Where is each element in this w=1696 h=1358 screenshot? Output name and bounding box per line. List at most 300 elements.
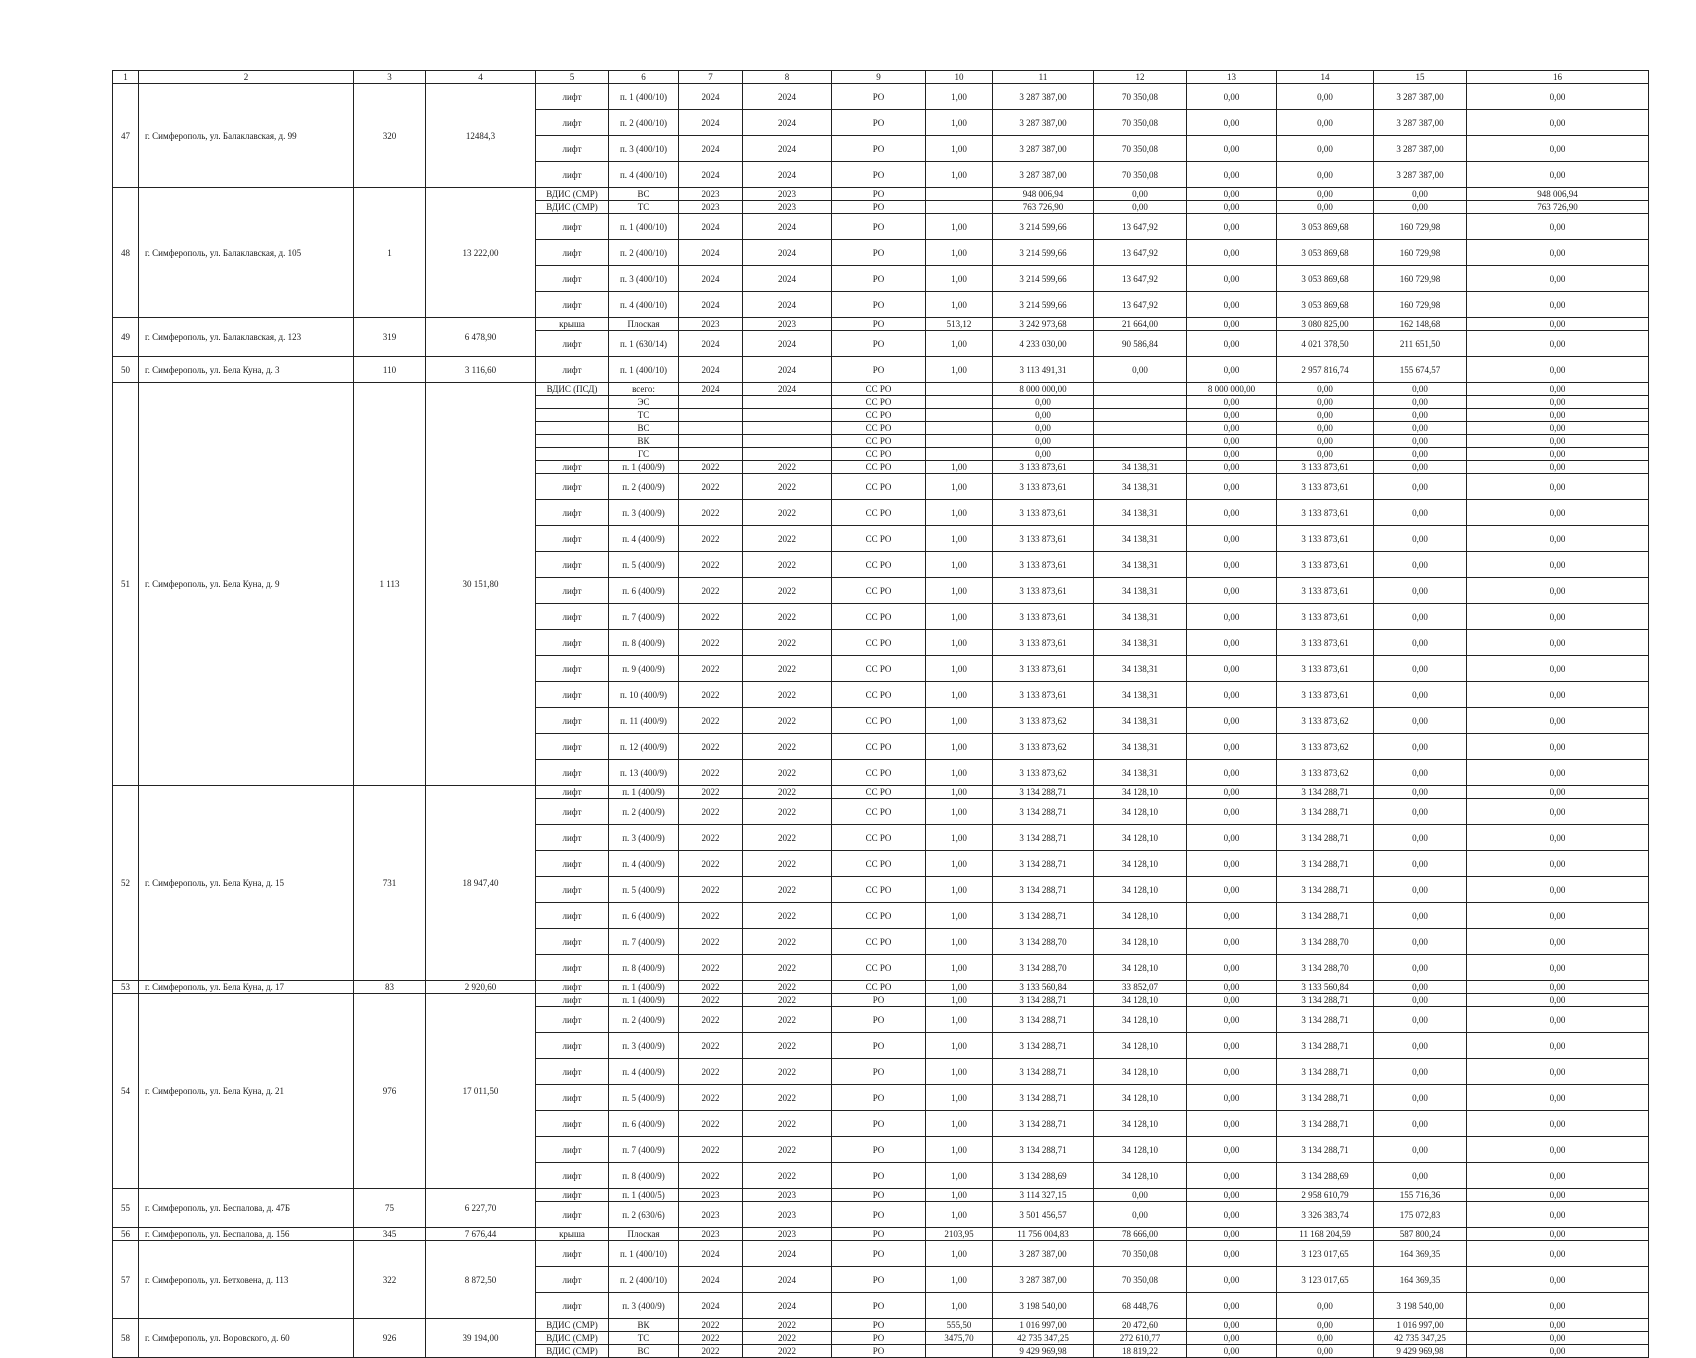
year-end-cell: 2022 (743, 825, 832, 851)
year-start-cell: 2024 (679, 214, 743, 240)
unit-cost-cell: 70 350,08 (1094, 1267, 1187, 1293)
subsidy-cell: 3 134 288,71 (1277, 786, 1374, 799)
year-start-cell: 2022 (679, 1059, 743, 1085)
total-cost-cell: 0,00 (993, 435, 1094, 448)
quantity-cell: 1,00 (926, 1202, 993, 1228)
subsidy-cell: 3 133 873,62 (1277, 760, 1374, 786)
total-cost-cell: 3 134 288,71 (993, 1033, 1094, 1059)
other-cell: 0,00 (1467, 851, 1649, 877)
year-end-cell: 2022 (743, 1111, 832, 1137)
apartments-cell: 83 (354, 981, 426, 994)
total-cost-cell: 0,00 (993, 448, 1094, 461)
fund-cell: 0,00 (1187, 552, 1277, 578)
item-cell: ЭС (609, 396, 679, 409)
unit-cost-cell: 34 128,10 (1094, 799, 1187, 825)
unit-cost-cell: 78 666,00 (1094, 1228, 1187, 1241)
year-start-cell: 2024 (679, 266, 743, 292)
year-start-cell: 2022 (679, 1033, 743, 1059)
year-start-cell: 2022 (679, 825, 743, 851)
owner-funds-cell: 0,00 (1374, 760, 1467, 786)
quantity-cell: 2103,95 (926, 1228, 993, 1241)
item-cell: ГС (609, 448, 679, 461)
item-cell: п. 7 (400/9) (609, 1137, 679, 1163)
owner-funds-cell: 0,00 (1374, 734, 1467, 760)
item-cell: п. 2 (400/9) (609, 799, 679, 825)
column-header: 14 (1277, 71, 1374, 84)
quantity-cell: 513,12 (926, 318, 993, 331)
unit-cost-cell: 34 128,10 (1094, 786, 1187, 799)
total-cost-cell: 3 287 387,00 (993, 1267, 1094, 1293)
table-row (113, 84, 1649, 110)
total-cost-cell: 3 133 873,61 (993, 461, 1094, 474)
owner-funds-cell: 0,00 (1374, 448, 1467, 461)
work-type-cell: крыша (536, 1228, 609, 1241)
owner-funds-cell: 0,00 (1374, 409, 1467, 422)
method-cell: СС РО (832, 760, 926, 786)
item-cell: п. 1 (630/14) (609, 331, 679, 357)
subsidy-cell: 3 133 873,61 (1277, 474, 1374, 500)
column-header: 2 (139, 71, 354, 84)
subsidy-cell: 3 133 873,62 (1277, 734, 1374, 760)
row-number-cell: 57 (113, 1241, 139, 1319)
year-end-cell: 2024 (743, 136, 832, 162)
apartments-cell: 1 113 (354, 383, 426, 786)
subsidy-cell: 0,00 (1277, 188, 1374, 201)
method-cell: РО (832, 292, 926, 318)
other-cell: 0,00 (1467, 435, 1649, 448)
year-end-cell: 2022 (743, 851, 832, 877)
item-cell: ВС (609, 1345, 679, 1358)
year-start-cell: 2022 (679, 760, 743, 786)
fund-cell: 0,00 (1187, 331, 1277, 357)
other-cell: 0,00 (1467, 526, 1649, 552)
other-cell: 0,00 (1467, 474, 1649, 500)
apartments-cell: 75 (354, 1189, 426, 1228)
total-cost-cell: 3 134 288,71 (993, 1085, 1094, 1111)
total-cost-cell: 3 133 873,62 (993, 760, 1094, 786)
other-cell: 0,00 (1467, 604, 1649, 630)
subsidy-cell: 0,00 (1277, 1345, 1374, 1358)
quantity-cell (926, 422, 993, 435)
subsidy-cell: 3 053 869,68 (1277, 266, 1374, 292)
total-cost-cell: 3 214 599,66 (993, 292, 1094, 318)
other-cell: 0,00 (1467, 448, 1649, 461)
method-cell: СС РО (832, 630, 926, 656)
year-start-cell: 2022 (679, 786, 743, 799)
method-cell: СС РО (832, 396, 926, 409)
subsidy-cell: 3 134 288,71 (1277, 1033, 1374, 1059)
total-cost-cell: 763 726,90 (993, 201, 1094, 214)
column-header: 11 (993, 71, 1094, 84)
subsidy-cell: 3 133 873,61 (1277, 500, 1374, 526)
year-start-cell: 2022 (679, 851, 743, 877)
fund-cell: 0,00 (1187, 136, 1277, 162)
quantity-cell: 555,50 (926, 1319, 993, 1332)
total-cost-cell: 0,00 (993, 422, 1094, 435)
unit-cost-cell: 13 647,92 (1094, 266, 1187, 292)
fund-cell: 0,00 (1187, 1111, 1277, 1137)
table-row (113, 357, 1649, 383)
quantity-cell (926, 409, 993, 422)
fund-cell: 8 000 000,00 (1187, 383, 1277, 396)
other-cell: 0,00 (1467, 266, 1649, 292)
other-cell: 0,00 (1467, 422, 1649, 435)
column-header: 1 (113, 71, 139, 84)
work-type-cell: лифт (536, 929, 609, 955)
subsidy-cell: 3 133 873,61 (1277, 682, 1374, 708)
work-type-cell: лифт (536, 1163, 609, 1189)
item-cell: ТС (609, 201, 679, 214)
work-type-cell: лифт (536, 1033, 609, 1059)
unit-cost-cell: 34 128,10 (1094, 1059, 1187, 1085)
total-cost-cell: 3 133 873,61 (993, 526, 1094, 552)
quantity-cell: 1,00 (926, 214, 993, 240)
fund-cell: 0,00 (1187, 162, 1277, 188)
subsidy-cell: 3 123 017,65 (1277, 1241, 1374, 1267)
quantity-cell: 1,00 (926, 474, 993, 500)
item-cell: ВС (609, 422, 679, 435)
work-type-cell: лифт (536, 1137, 609, 1163)
unit-cost-cell: 34 128,10 (1094, 955, 1187, 981)
unit-cost-cell: 70 350,08 (1094, 110, 1187, 136)
total-cost-cell: 3 198 540,00 (993, 1293, 1094, 1319)
owner-funds-cell: 164 369,35 (1374, 1241, 1467, 1267)
owner-funds-cell: 42 735 347,25 (1374, 1332, 1467, 1345)
owner-funds-cell: 160 729,98 (1374, 266, 1467, 292)
quantity-cell: 1,00 (926, 994, 993, 1007)
year-end-cell: 2022 (743, 1345, 832, 1358)
work-type-cell: лифт (536, 552, 609, 578)
year-end-cell: 2024 (743, 1293, 832, 1319)
year-start-cell: 2022 (679, 877, 743, 903)
address-cell: г. Симферополь, ул. Бела Куна, д. 15 (139, 786, 354, 981)
quantity-cell: 1,00 (926, 786, 993, 799)
year-start-cell: 2022 (679, 1007, 743, 1033)
other-cell: 0,00 (1467, 630, 1649, 656)
area-cell: 39 194,00 (426, 1319, 536, 1358)
owner-funds-cell: 0,00 (1374, 682, 1467, 708)
work-type-cell: лифт (536, 708, 609, 734)
quantity-cell: 3475,70 (926, 1332, 993, 1345)
subsidy-cell: 0,00 (1277, 448, 1374, 461)
item-cell: п. 4 (400/9) (609, 526, 679, 552)
total-cost-cell: 1 016 997,00 (993, 1319, 1094, 1332)
work-type-cell: лифт (536, 1007, 609, 1033)
work-type-cell: лифт (536, 162, 609, 188)
total-cost-cell: 3 134 288,71 (993, 1059, 1094, 1085)
item-cell: п. 9 (400/9) (609, 656, 679, 682)
other-cell: 0,00 (1467, 292, 1649, 318)
item-cell: п. 10 (400/9) (609, 682, 679, 708)
method-cell: СС РО (832, 877, 926, 903)
owner-funds-cell: 0,00 (1374, 903, 1467, 929)
total-cost-cell: 3 134 288,71 (993, 786, 1094, 799)
year-start-cell: 2024 (679, 357, 743, 383)
apartments-cell: 322 (354, 1241, 426, 1319)
fund-cell: 0,00 (1187, 357, 1277, 383)
total-cost-cell: 3 134 288,70 (993, 955, 1094, 981)
subsidy-cell: 0,00 (1277, 435, 1374, 448)
subsidy-cell: 3 133 873,61 (1277, 552, 1374, 578)
other-cell: 0,00 (1467, 1332, 1649, 1345)
apartments-cell: 926 (354, 1319, 426, 1358)
quantity-cell: 1,00 (926, 162, 993, 188)
method-cell: РО (832, 1033, 926, 1059)
fund-cell: 0,00 (1187, 877, 1277, 903)
year-start-cell: 2022 (679, 955, 743, 981)
quantity-cell: 1,00 (926, 84, 993, 110)
area-cell: 17 011,50 (426, 994, 536, 1189)
work-type-cell: лифт (536, 357, 609, 383)
item-cell: п. 4 (400/10) (609, 162, 679, 188)
method-cell: СС РО (832, 825, 926, 851)
fund-cell: 0,00 (1187, 422, 1277, 435)
owner-funds-cell: 0,00 (1374, 630, 1467, 656)
item-cell: п. 2 (630/6) (609, 1202, 679, 1228)
quantity-cell (926, 1345, 993, 1358)
unit-cost-cell (1094, 448, 1187, 461)
subsidy-cell: 3 134 288,71 (1277, 877, 1374, 903)
owner-funds-cell: 1 016 997,00 (1374, 1319, 1467, 1332)
item-cell: п. 1 (400/10) (609, 214, 679, 240)
fund-cell: 0,00 (1187, 760, 1277, 786)
year-start-cell: 2022 (679, 799, 743, 825)
header-row (113, 71, 1649, 84)
area-cell: 2 920,60 (426, 981, 536, 994)
other-cell: 0,00 (1467, 136, 1649, 162)
year-end-cell: 2024 (743, 266, 832, 292)
quantity-cell: 1,00 (926, 526, 993, 552)
total-cost-cell: 3 133 873,61 (993, 552, 1094, 578)
other-cell: 0,00 (1467, 214, 1649, 240)
fund-cell: 0,00 (1187, 84, 1277, 110)
other-cell: 0,00 (1467, 461, 1649, 474)
owner-funds-cell: 0,00 (1374, 955, 1467, 981)
year-end-cell: 2022 (743, 578, 832, 604)
work-type-cell: лифт (536, 734, 609, 760)
unit-cost-cell: 0,00 (1094, 357, 1187, 383)
other-cell: 0,00 (1467, 1059, 1649, 1085)
unit-cost-cell: 34 138,31 (1094, 526, 1187, 552)
owner-funds-cell: 0,00 (1374, 604, 1467, 630)
document-sheet (112, 70, 1648, 1358)
area-cell: 12484,3 (426, 84, 536, 188)
year-end-cell: 2022 (743, 760, 832, 786)
fund-cell: 0,00 (1187, 1332, 1277, 1345)
method-cell: РО (832, 110, 926, 136)
column-header: 9 (832, 71, 926, 84)
total-cost-cell: 3 133 873,61 (993, 500, 1094, 526)
work-type-cell: лифт (536, 981, 609, 994)
method-cell: РО (832, 357, 926, 383)
quantity-cell: 1,00 (926, 136, 993, 162)
owner-funds-cell: 0,00 (1374, 1033, 1467, 1059)
total-cost-cell: 0,00 (993, 396, 1094, 409)
method-cell: СС РО (832, 929, 926, 955)
subsidy-cell: 0,00 (1277, 84, 1374, 110)
unit-cost-cell: 34 128,10 (1094, 1085, 1187, 1111)
subsidy-cell: 0,00 (1277, 409, 1374, 422)
item-cell: п. 8 (400/9) (609, 1163, 679, 1189)
item-cell: ВК (609, 1319, 679, 1332)
quantity-cell (926, 201, 993, 214)
subsidy-cell: 3 134 288,71 (1277, 1085, 1374, 1111)
unit-cost-cell: 34 138,31 (1094, 552, 1187, 578)
subsidy-cell: 3 134 288,71 (1277, 1059, 1374, 1085)
other-cell: 0,00 (1467, 500, 1649, 526)
quantity-cell: 1,00 (926, 981, 993, 994)
item-cell: п. 6 (400/9) (609, 578, 679, 604)
year-start-cell: 2024 (679, 136, 743, 162)
item-cell: п. 8 (400/9) (609, 630, 679, 656)
year-start-cell: 2024 (679, 1241, 743, 1267)
unit-cost-cell: 34 138,31 (1094, 656, 1187, 682)
fund-cell: 0,00 (1187, 682, 1277, 708)
fund-cell: 0,00 (1187, 1202, 1277, 1228)
year-end-cell (743, 435, 832, 448)
year-start-cell: 2022 (679, 1085, 743, 1111)
total-cost-cell: 3 287 387,00 (993, 136, 1094, 162)
subsidy-cell: 0,00 (1277, 1293, 1374, 1319)
item-cell: п. 7 (400/9) (609, 929, 679, 955)
work-type-cell: лифт (536, 682, 609, 708)
subsidy-cell: 3 134 288,71 (1277, 903, 1374, 929)
subsidy-cell: 11 168 204,59 (1277, 1228, 1374, 1241)
work-type-cell: крыша (536, 318, 609, 331)
year-end-cell: 2022 (743, 786, 832, 799)
address-cell: г. Симферополь, ул. Бела Куна, д. 21 (139, 994, 354, 1189)
item-cell: п. 13 (400/9) (609, 760, 679, 786)
method-cell: РО (832, 214, 926, 240)
owner-funds-cell: 155 674,57 (1374, 357, 1467, 383)
unit-cost-cell: 34 138,31 (1094, 734, 1187, 760)
owner-funds-cell: 0,00 (1374, 1007, 1467, 1033)
owner-funds-cell: 211 651,50 (1374, 331, 1467, 357)
address-cell: г. Симферополь, ул. Воровского, д. 60 (139, 1319, 354, 1358)
area-cell: 7 676,44 (426, 1228, 536, 1241)
work-type-cell: лифт (536, 84, 609, 110)
total-cost-cell: 3 113 491,31 (993, 357, 1094, 383)
year-end-cell: 2022 (743, 1007, 832, 1033)
year-start-cell: 2022 (679, 630, 743, 656)
table-row (113, 786, 1649, 799)
year-start-cell: 2022 (679, 1111, 743, 1137)
year-start-cell (679, 409, 743, 422)
year-end-cell: 2024 (743, 357, 832, 383)
unit-cost-cell: 34 128,10 (1094, 877, 1187, 903)
subsidy-cell: 3 134 288,71 (1277, 1007, 1374, 1033)
method-cell: РО (832, 1163, 926, 1189)
work-type-cell: лифт (536, 500, 609, 526)
other-cell: 763 726,90 (1467, 201, 1649, 214)
total-cost-cell: 3 133 560,84 (993, 981, 1094, 994)
quantity-cell: 1,00 (926, 760, 993, 786)
year-end-cell: 2022 (743, 734, 832, 760)
method-cell: СС РО (832, 682, 926, 708)
item-cell: ВС (609, 188, 679, 201)
year-end-cell: 2022 (743, 500, 832, 526)
year-start-cell: 2024 (679, 84, 743, 110)
fund-cell: 0,00 (1187, 266, 1277, 292)
row-number-cell: 53 (113, 981, 139, 994)
method-cell: РО (832, 136, 926, 162)
work-type-cell: лифт (536, 110, 609, 136)
other-cell: 0,00 (1467, 929, 1649, 955)
subsidy-cell: 4 021 378,50 (1277, 331, 1374, 357)
owner-funds-cell: 0,00 (1374, 422, 1467, 435)
other-cell: 0,00 (1467, 1189, 1649, 1202)
quantity-cell (926, 383, 993, 396)
fund-cell: 0,00 (1187, 240, 1277, 266)
unit-cost-cell: 70 350,08 (1094, 162, 1187, 188)
subsidy-cell: 0,00 (1277, 383, 1374, 396)
owner-funds-cell: 0,00 (1374, 578, 1467, 604)
item-cell: п. 4 (400/9) (609, 851, 679, 877)
quantity-cell (926, 188, 993, 201)
year-start-cell: 2022 (679, 656, 743, 682)
year-end-cell: 2022 (743, 474, 832, 500)
unit-cost-cell (1094, 396, 1187, 409)
fund-cell: 0,00 (1187, 903, 1277, 929)
unit-cost-cell: 34 138,31 (1094, 630, 1187, 656)
method-cell: СС РО (832, 474, 926, 500)
subsidy-cell: 3 133 873,62 (1277, 708, 1374, 734)
work-type-cell: лифт (536, 1059, 609, 1085)
owner-funds-cell: 0,00 (1374, 656, 1467, 682)
year-start-cell: 2022 (679, 526, 743, 552)
fund-cell: 0,00 (1187, 409, 1277, 422)
unit-cost-cell (1094, 383, 1187, 396)
total-cost-cell: 3 134 288,71 (993, 851, 1094, 877)
subsidy-cell: 0,00 (1277, 110, 1374, 136)
item-cell: п. 2 (400/10) (609, 1267, 679, 1293)
method-cell: РО (832, 1202, 926, 1228)
item-cell: п. 3 (400/9) (609, 1293, 679, 1319)
total-cost-cell: 3 287 387,00 (993, 162, 1094, 188)
subsidy-cell: 3 134 288,71 (1277, 825, 1374, 851)
subsidy-cell: 3 134 288,71 (1277, 1111, 1374, 1137)
total-cost-cell: 3 287 387,00 (993, 1241, 1094, 1267)
column-header: 15 (1374, 71, 1467, 84)
owner-funds-cell: 3 287 387,00 (1374, 136, 1467, 162)
other-cell: 0,00 (1467, 1085, 1649, 1111)
subsidy-cell: 0,00 (1277, 422, 1374, 435)
unit-cost-cell: 0,00 (1094, 1189, 1187, 1202)
fund-cell: 0,00 (1187, 604, 1277, 630)
method-cell: СС РО (832, 955, 926, 981)
year-start-cell: 2022 (679, 500, 743, 526)
other-cell: 0,00 (1467, 903, 1649, 929)
year-start-cell: 2023 (679, 1228, 743, 1241)
other-cell: 0,00 (1467, 955, 1649, 981)
item-cell: п. 12 (400/9) (609, 734, 679, 760)
fund-cell: 0,00 (1187, 994, 1277, 1007)
work-type-cell: лифт (536, 825, 609, 851)
fund-cell: 0,00 (1187, 929, 1277, 955)
year-start-cell: 2023 (679, 1189, 743, 1202)
item-cell: п. 6 (400/9) (609, 1111, 679, 1137)
year-end-cell: 2024 (743, 331, 832, 357)
year-start-cell: 2024 (679, 331, 743, 357)
total-cost-cell: 3 133 873,61 (993, 604, 1094, 630)
method-cell: СС РО (832, 604, 926, 630)
quantity-cell: 1,00 (926, 266, 993, 292)
year-end-cell: 2022 (743, 656, 832, 682)
work-type-cell: лифт (536, 656, 609, 682)
total-cost-cell: 0,00 (993, 409, 1094, 422)
year-start-cell: 2022 (679, 578, 743, 604)
address-cell: г. Симферополь, ул. Бетховена, д. 113 (139, 1241, 354, 1319)
